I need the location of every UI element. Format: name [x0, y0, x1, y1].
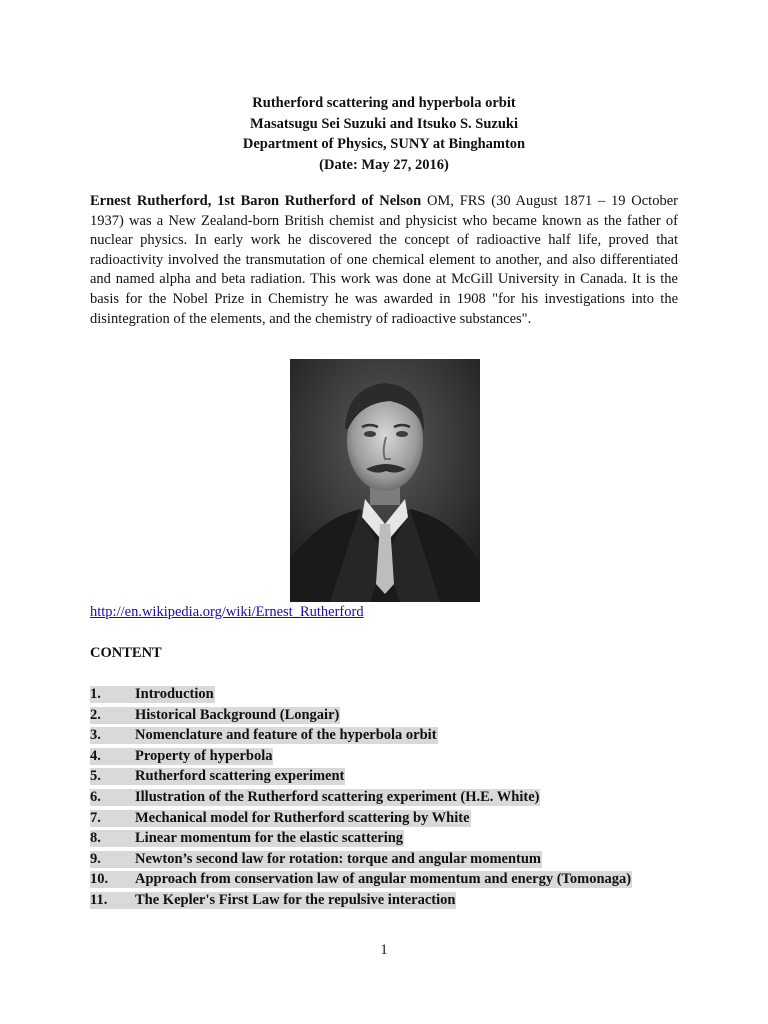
toc-item-title: Illustration of the Rutherford scattering experiment (H.E. White) [135, 788, 540, 805]
toc-item-title: Mechanical model for Rutherford scattering by White [135, 809, 470, 826]
toc-item-title: Linear momentum for the elastic scattering [135, 830, 404, 847]
toc-item [90, 789, 690, 810]
page-number: 1 [380, 942, 388, 958]
intro-paragraph [90, 192, 678, 329]
toc-item-number: 5. [90, 768, 101, 785]
toc-item [90, 851, 690, 872]
toc-item-number: 4. [90, 747, 101, 764]
toc-item-number: 11. [90, 891, 108, 908]
toc-item [90, 830, 690, 851]
document-date: (Date: May 27, 2016) [319, 156, 449, 173]
toc-item-title: Rutherford scattering experiment [135, 768, 345, 785]
wikipedia-link[interactable]: http://en.wikipedia.org/wiki/Ernest_Rutherford [90, 604, 364, 620]
toc-item [90, 727, 690, 748]
toc-item-title: Introduction [135, 686, 214, 702]
toc-item [90, 871, 690, 892]
toc-item-number: 1. [90, 686, 101, 702]
document-header [0, 93, 768, 175]
document-title: Rutherford scattering and hyperbola orbit [252, 95, 516, 111]
toc-item [90, 810, 690, 831]
toc-item-title: Property of hyperbola [135, 747, 273, 764]
toc-item-number: 8. [90, 830, 101, 847]
toc-item [90, 768, 690, 789]
toc-item [90, 707, 690, 728]
intro-text: OM, FRS (30 August 1871 – 19 October 1937) was a New Zealand-born British chemist and physicist who became known as the father of nuclear physics. In early work he discovered the concept of radioactive half life, proved that radioactivity involved the transmutation of one chemical element to another, and also differentiated and named alpha and beta radiation. This work was done at McGill University in Canada. It is the basis for the Nobel Prize in Chemistry he was awarded in 1908 "for his investigations into the disintegration of the elements, and the chemistry of radioactive substances". [90, 193, 678, 327]
toc-item [90, 892, 690, 913]
intro-bold-lead: Ernest Rutherford, 1st Baron Rutherford of Nelson [90, 193, 422, 209]
toc-item-number: 9. [90, 850, 101, 867]
document-authors: Masatsugu Sei Suzuki and Itsuko S. Suzuki [250, 115, 518, 132]
content-heading: CONTENT [90, 645, 162, 661]
toc-item-title: Nomenclature and feature of the hyperbola orbit [135, 727, 437, 744]
toc-item-number: 7. [90, 809, 101, 826]
table-of-contents [90, 686, 690, 913]
toc-item-number: 3. [90, 727, 101, 744]
toc-item-number: 2. [90, 706, 101, 723]
toc-item [90, 748, 690, 769]
toc-item [90, 686, 690, 707]
toc-item-title: Newton’s second law for rotation: torque and angular momentum [135, 850, 542, 867]
toc-item-number: 10. [90, 871, 109, 888]
toc-item-number: 6. [90, 788, 101, 805]
toc-item-title: Historical Background (Longair) [135, 706, 340, 723]
document-department: Department of Physics, SUNY at Binghamton [242, 136, 526, 152]
portrait-photo [290, 359, 480, 602]
toc-item-title: Approach from conservation law of angular momentum and energy (Tomonaga) [135, 871, 632, 888]
toc-item-title: The Kepler's First Law for the repulsive interaction [135, 891, 456, 908]
